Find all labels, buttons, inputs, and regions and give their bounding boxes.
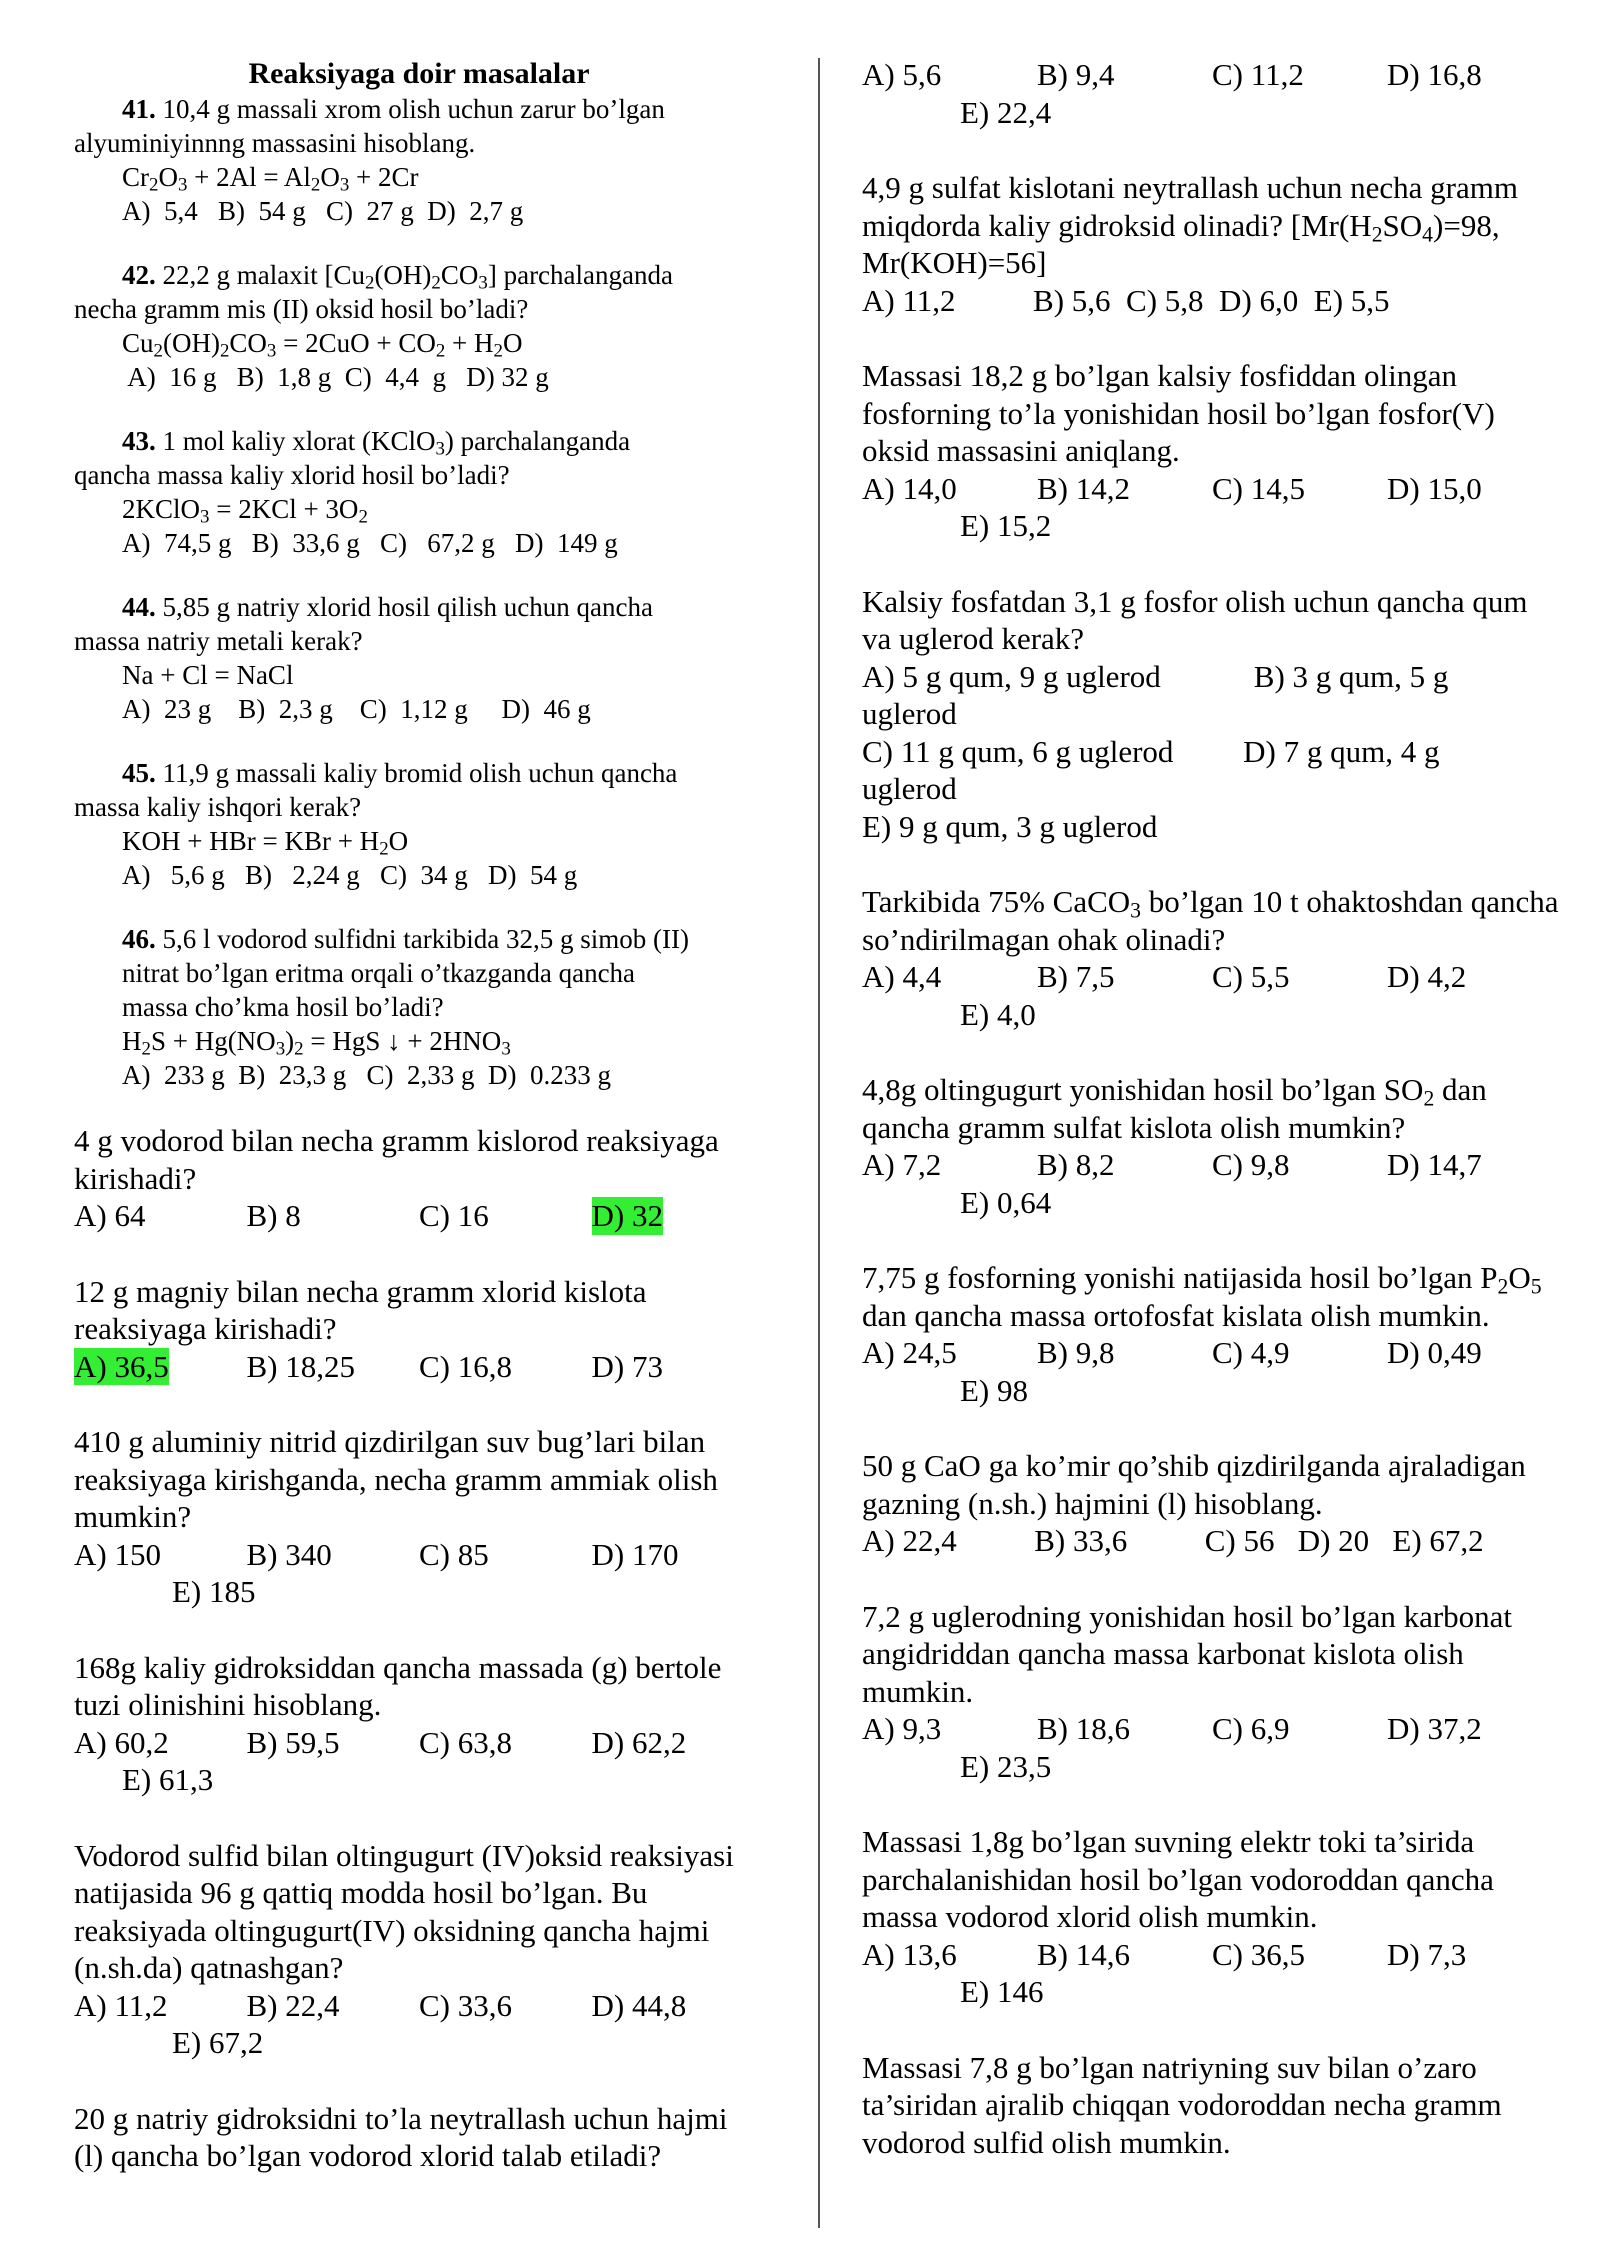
problem-text: 10,4 g massali xrom olish uchun zarur bo’lgan	[162, 94, 665, 124]
problem-text: Massasi 18,2 g bo’lgan kalsiy fosfiddan olingan fosforning to’la yonishidan hosil bo’lgan fosfor(V) oksid massasini aniqlang.	[862, 358, 1495, 468]
answer-option: A) 60,2	[74, 1724, 169, 1760]
problem-text: 7,2 g uglerodning yonishidan hosil bo’lgan karbonat angidriddan qancha massa karbonat kislota olish mumkin.	[862, 1598, 1513, 1709]
problem-first-line	[74, 922, 764, 956]
spacer	[862, 319, 1562, 357]
spacer	[862, 131, 1562, 169]
answer-options	[862, 1334, 1562, 1372]
problem-number: 43.	[122, 426, 156, 456]
problem-text-rest: massa natriy metali kerak?	[74, 626, 363, 656]
right-column	[862, 56, 1562, 2161]
answer-options: A) 16 g B) 1,8 g C) 4,4 g D) 32 g	[122, 362, 549, 392]
problem	[862, 357, 1562, 545]
answer-options	[74, 1724, 764, 1762]
answer-option: A) 4,4	[862, 959, 942, 994]
answer-option: D) 16,8	[1387, 57, 1482, 92]
answer-option: B) 340	[246, 1536, 332, 1572]
spacer	[862, 1409, 1562, 1447]
answer-option: D) 7,3	[1387, 1936, 1467, 1972]
problem-text: Tarkibida 75% CaCO$_3$ bo’lgan 10 t ohaktoshdan qancha so’ndirilmagan ohak olinadi?	[862, 884, 1559, 957]
highlighted-answer: A) 36,5	[74, 1348, 169, 1384]
answer-option: B) 9,4	[1037, 57, 1115, 92]
problem-text: Vodorod sulfid bilan oltingugurt (IV)oksid reaksiyasi natijasida 96 g qattiq modda hosil bo’lgan. Bu reaksiyada oltingugurt(IV) oksidning qancha hajmi (n.sh.da) qatnashgan?	[74, 1837, 734, 1985]
problem-first-line	[74, 756, 764, 790]
answer-options	[862, 1936, 1562, 1974]
answer-options	[862, 1710, 1562, 1748]
problem-text-rest: alyuminiyinnng massasini hisoblang.	[74, 128, 476, 158]
spacer	[74, 1799, 764, 1837]
answer-option: A) 14,0	[862, 470, 957, 506]
answer-option: C) 9,8	[1212, 1147, 1290, 1182]
answer-options	[862, 56, 1562, 94]
answer-line: C) 11 g qum, 6 g uglerod D) 7 g qum, 4 g	[862, 733, 1440, 769]
problem-text: 168g kaliy gidroksiddan qancha massada (g) bertole tuzi olinishini hisoblang.	[74, 1649, 722, 1722]
problem	[74, 1423, 764, 1611]
numbered-problems	[74, 92, 764, 922]
answer-option: D) 37,2	[1387, 1711, 1482, 1746]
problem-number: 45.	[122, 758, 156, 788]
left-plain-problems	[74, 1122, 764, 2175]
problem	[862, 583, 1562, 846]
reaction-equation: Na + Cl = NaCl	[122, 660, 294, 690]
problem-number: 46.	[122, 924, 156, 954]
problem-text: 1 mol kaliy xlorat (KClO$_3$) parchalanganda	[162, 426, 631, 460]
problem	[74, 1649, 764, 1799]
reaction-equation: $H_2S + Hg(NO_3)_2$ = HgS ↓ + $2HNO_3$	[122, 1026, 511, 1060]
answer-option-e: E) 4,0	[960, 996, 1036, 1032]
answer-option: C) 6,9	[1212, 1711, 1290, 1746]
answer-options: A) 74,5 g B) 33,6 g C) 67,2 g D) 149 g	[122, 528, 618, 558]
reaction-equation: $Cr_2O_3 + 2Al = Al_2O_3 + 2Cr$	[122, 162, 419, 196]
problem-text: 4,9 g sulfat kislotani neytrallash uchun necha gramm miqdorda kaliy gidroksid olinadi? [$Mr(H_2SO_4)=98$, Mr(KOH)=56]	[862, 170, 1518, 280]
answer-option: D) 170	[591, 1536, 679, 1572]
problem	[74, 1273, 764, 1386]
answer-option: B) 8	[246, 1198, 301, 1233]
problem-text: 12 g magniy bilan necha gramm xlorid kislota reaksiyaga kirishadi?	[74, 1273, 647, 1346]
problem	[862, 883, 1562, 1033]
answer-option: D) 62,2	[591, 1724, 687, 1760]
problem	[862, 56, 1562, 131]
answer-option-e: E) 22,4	[960, 94, 1052, 130]
problem	[862, 1071, 1562, 1221]
spacer	[74, 394, 764, 424]
answer-option: C) 85	[419, 1536, 489, 1572]
problem-number: 44.	[122, 592, 156, 622]
problem-text-line: nitrat bo’lgan eritma orqali o’tkazganda qancha	[122, 958, 636, 988]
left-column	[74, 56, 764, 2175]
spacer	[74, 1385, 764, 1423]
problem-45	[74, 756, 764, 892]
problem-text: 5,6 l vodorod sulfidni tarkibida 32,5 g simob (II)	[162, 924, 689, 954]
page-title: Reaksiyaga doir masalalar	[248, 57, 590, 90]
answer-option-e: E) 146	[960, 1974, 1044, 2009]
answer-options	[74, 1987, 764, 2025]
spacer	[862, 1221, 1562, 1259]
spacer	[74, 2062, 764, 2100]
problem-43	[74, 424, 764, 560]
answer-option: B) 59,5	[246, 1724, 340, 1760]
spacer	[74, 1235, 764, 1273]
answer-option: B) 7,5	[1037, 959, 1115, 994]
answer-option: C) 14,5	[1212, 470, 1305, 506]
answer-option: A) 11,2	[74, 1987, 168, 2023]
spacer	[862, 2011, 1562, 2049]
answer-option: D) 4,2	[1387, 959, 1467, 994]
answer-option-e: E) 98	[960, 1372, 1029, 1408]
answer-option: C) 4,9	[1212, 1335, 1290, 1370]
problem	[862, 1447, 1562, 1560]
problem-42	[74, 258, 764, 394]
answer-option: A) 7,2	[862, 1147, 942, 1182]
spacer	[74, 892, 764, 922]
answer-options: A) 22,4 B) 33,6 C) 56 D) 20 E) 67,2	[862, 1523, 1484, 1558]
column-divider	[818, 58, 820, 2228]
problem-text-line: massa cho’kma hosil bo’ladi?	[122, 992, 444, 1022]
problem-46	[74, 922, 764, 1092]
answer-option: C) 11,2	[1212, 57, 1304, 92]
answer-options: A) 5,4 B) 54 g C) 27 g D) 2,7 g	[122, 196, 524, 226]
reaction-equation: KOH + HBr = KBr + $H_2O$	[122, 826, 409, 860]
problem-text: Massasi 7,8 g bo’lgan natriyning suv bilan o’zaro ta’siridan ajralib chiqqan vodoroddan necha gramm vodorod sulfid olish mumkin.	[862, 2049, 1502, 2160]
answer-option: A) 150	[74, 1536, 161, 1572]
problem	[862, 169, 1562, 319]
answer-option: B) 18,6	[1037, 1711, 1130, 1746]
answer-option: C) 63,8	[419, 1724, 512, 1760]
spacer	[862, 1785, 1562, 1823]
answer-option: A) 5,6	[862, 57, 942, 92]
answer-option-e: E) 61,3	[122, 1762, 214, 1797]
spacer	[74, 1611, 764, 1649]
problem-number: 41.	[122, 94, 156, 124]
answer-option: C) 33,6	[419, 1987, 512, 2023]
answer-options: A) 233 g B) 23,3 g C) 2,33 g D) 0.233 g	[122, 1060, 611, 1090]
problem-first-line	[74, 424, 764, 458]
answer-option: A) 64	[74, 1198, 146, 1233]
problem-text-rest: necha gramm mis (II) oksid hosil bo’ladi?	[74, 294, 529, 324]
answer-option: B) 14,6	[1037, 1936, 1130, 1972]
answer-option: A) 24,5	[862, 1335, 957, 1370]
answer-options: A) 5,6 g B) 2,24 g C) 34 g D) 54 g	[122, 860, 578, 890]
answer-options	[74, 1348, 764, 1386]
problem-first-line	[74, 258, 764, 292]
problem-text: 7,75 g fosforning yonishi natijasida hosil bo’lgan $P_2O_5$ dan qancha massa ortofosfat kislata olish mumkin.	[862, 1260, 1542, 1333]
answer-option: C) 36,5	[1212, 1936, 1305, 1972]
spacer	[74, 1092, 764, 1122]
answer-options	[74, 1536, 764, 1574]
problem-41	[74, 92, 764, 228]
answer-line: E) 9 g qum, 3 g uglerod	[862, 808, 1158, 844]
answer-option: D) 15,0	[1387, 470, 1482, 506]
answer-option-e: E) 23,5	[960, 1748, 1052, 1784]
answer-option	[74, 1348, 247, 1386]
problem-44	[74, 590, 764, 726]
problem	[862, 1259, 1562, 1409]
answer-option	[592, 1197, 765, 1235]
answer-options	[862, 958, 1562, 996]
problem-first-line	[74, 92, 764, 126]
answer-line: uglerod	[862, 771, 957, 806]
problem	[862, 2049, 1562, 2162]
answer-option: B) 14,2	[1037, 470, 1130, 506]
answer-option: C) 16,8	[419, 1348, 512, 1384]
spacer	[862, 545, 1562, 583]
problem	[74, 1837, 764, 2062]
problem-text: 4 g vodorod bilan necha gramm kislorod reaksiyaga kirishadi?	[74, 1123, 719, 1196]
problem	[862, 1598, 1562, 1786]
problem-text: 20 g natriy gidroksidni to’la neytrallash uchun hajmi (l) qancha bo’lgan vodorod xlorid talab etiladi?	[74, 2100, 728, 2173]
problem-text-rest: massa kaliy ishqori kerak?	[74, 792, 362, 822]
problem-text: 5,85 g natriy xlorid hosil qilish uchun qancha	[162, 592, 653, 622]
answer-options	[74, 1197, 764, 1235]
answer-option: B) 18,25	[246, 1348, 355, 1384]
reaction-equation: 2KClO$_3$ = $2KCl + 3O_2$	[122, 494, 368, 528]
problem	[74, 1122, 764, 1235]
problem	[74, 2100, 764, 2175]
spacer	[74, 726, 764, 756]
answer-option: A) 9,3	[862, 1711, 942, 1746]
spacer	[74, 228, 764, 258]
answer-options	[862, 470, 1562, 508]
answer-line: A) 5 g qum, 9 g uglerod B) 3 g qum, 5 g	[862, 658, 1449, 694]
answer-option: D) 14,7	[1387, 1147, 1482, 1182]
answer-options: A) 11,2 B) 5,6 C) 5,8 D) 6,0 E) 5,5	[862, 282, 1390, 318]
answer-line: uglerod	[862, 696, 957, 731]
problem-first-line	[74, 590, 764, 624]
answer-option: B) 22,4	[246, 1987, 340, 2023]
answer-option: B) 9,8	[1037, 1335, 1115, 1370]
problem-text: 11,9 g massali kaliy bromid olish uchun qancha	[162, 758, 678, 788]
highlighted-answer: D) 32	[591, 1198, 663, 1233]
problem-text: 410 g aluminiy nitrid qizdirilgan suv bug’lari bilan reaksiyaga kirishganda, necha gramm ammiak olish mumkin?	[74, 1424, 718, 1534]
answer-option-e: E) 67,2	[172, 2025, 264, 2060]
spacer	[862, 1033, 1562, 1071]
answer-option-e: E) 15,2	[960, 508, 1052, 543]
answer-option: D) 0,49	[1387, 1335, 1482, 1370]
answer-option-e: E) 0,64	[960, 1184, 1052, 1220]
answer-option: A) 13,6	[862, 1936, 957, 1972]
problem-text: 4,8g oltingugurt yonishidan hosil bo’lgan $SO_2$ dan qancha gramm sulfat kislota olish mumkin?	[862, 1072, 1487, 1145]
problem-text: 22,2 g malaxit $[Cu_2(OH)_2CO_3]$ parchalanganda	[162, 260, 673, 294]
problem-text: Kalsiy fosfatdan 3,1 g fosfor olish uchun qancha qum va uglerod kerak?	[862, 583, 1528, 656]
problem	[862, 1823, 1562, 2011]
spacer	[862, 845, 1562, 883]
answer-option: D) 44,8	[591, 1987, 687, 2023]
answer-option: C) 16	[419, 1198, 489, 1233]
reaction-equation: $Cu_2(OH)_2CO_3 = 2CuO + CO_2 + H_2O$	[122, 328, 523, 362]
problem-text: 50 g CaO ga ko’mir qo’shib qizdirilganda ajraladigan gazning (n.sh.) hajmini (l) hisoblang.	[862, 1448, 1526, 1521]
problem-number: 42.	[122, 260, 156, 290]
spacer	[74, 560, 764, 590]
answer-options: A) 23 g B) 2,3 g C) 1,12 g D) 46 g	[122, 694, 591, 724]
spacer	[862, 1560, 1562, 1598]
answer-option: D) 73	[591, 1348, 663, 1384]
answer-option-e: E) 185	[172, 1574, 256, 1609]
problem-text: Massasi 1,8g bo’lgan suvning elektr toki ta’sirida parchalanishidan hosil bo’lgan vodoroddan qancha massa vodorod xlorid olish mumkin.	[862, 1824, 1494, 1934]
answer-option: B) 8,2	[1037, 1147, 1115, 1182]
answer-option: C) 5,5	[1212, 959, 1290, 994]
problem-text-rest: qancha massa kaliy xlorid hosil bo’ladi?	[74, 460, 510, 490]
answer-options	[862, 1146, 1562, 1184]
